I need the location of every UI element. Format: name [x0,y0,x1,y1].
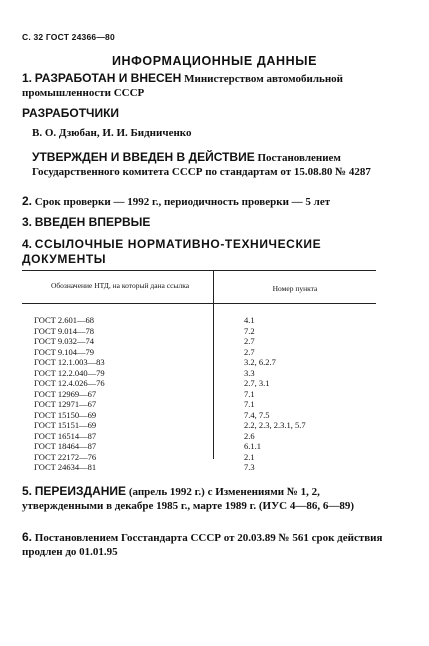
table-row-12-clause: 6.1.1 [244,441,261,451]
table-header-rule [22,303,376,304]
section-2 [22,194,394,209]
section-6 [22,530,394,559]
table-row-3-clause: 2.7 [244,346,255,357]
table-row-7-clause: 7.1 [244,388,255,399]
table-row-9-ntd: ГОСТ 15150—69 [34,409,97,420]
table-row-14-clause: 7.3 [244,462,255,472]
table-row-11-ntd: ГОСТ 16514—87 [34,430,97,441]
table-row-13-clause: 2.1 [244,451,255,462]
table-row-4-clause: 3.2, 6.2.7 [244,357,276,367]
table-row-5-ntd: ГОСТ 12.2.040—79 [34,367,105,378]
section-1 [22,71,394,100]
section-2-text: Срок проверки — 1992 г., периодичность проверки — 5 лет [34,196,331,208]
table-col1-values [34,315,105,473]
approved-section [32,150,394,179]
page-title: ИНФОРМАЦИОННЫЕ ДАННЫЕ [111,54,318,68]
table-row-2-ntd: ГОСТ 9.032—74 [34,336,95,346]
table-row-4-ntd: ГОСТ 12.1.003—83 [34,357,105,367]
developers-heading: РАЗРАБОТЧИКИ [22,106,120,120]
approved-text: Постановлением Государственного комитета СССР по стандартам от 15.08.80 № 4287 [32,152,371,178]
table-column-divider [213,271,214,459]
developers-names: В. О. Дзюбан, И. И. Бидниченко [32,127,192,139]
table-row-14-ntd: ГОСТ 24634—81 [34,462,97,472]
page-header: С. 32 ГОСТ 24366—80 [22,32,115,42]
section-1-number: 1. [22,71,33,85]
section-1-text: Министерством автомобильной промышленности СССР [22,73,344,99]
table-row-0-ntd: ГОСТ 2.601—68 [34,315,95,325]
table-row-6-clause: 2.7, 3.1 [244,378,270,388]
table-row-1-clause: 7.2 [244,325,255,336]
table-row-11-clause: 2.6 [244,430,255,441]
section-6-text: Постановлением Госстандарта СССР от 20.03.89 № 561 срок действия продлен до 01.01.95 [22,532,383,558]
section-2-number: 2. [22,194,33,208]
table-header-col1: Обозначение НТД, на который дана ссылка [50,281,190,290]
section-3-text: ВВЕДЕН ВПЕРВЫЕ [34,215,151,229]
table-header-col2: Номер пункта [272,284,318,293]
section-5-lead: ПЕРЕИЗДАНИЕ [34,484,127,498]
table-row-8-ntd: ГОСТ 12971—67 [34,399,97,409]
section-5-text: (апрель 1992 г.) с Изменениями № 1, 2, утвержденными в декабре 1985 г., марте 1989 г. (ИУС 4—86, 6—89) [22,486,355,512]
section-5-number: 5. [22,484,33,498]
table-row-10-ntd: ГОСТ 15151—69 [34,420,97,430]
table-row-8-clause: 7.1 [244,399,255,409]
section-3-number: 3. [22,215,33,229]
section-4 [22,237,394,267]
section-3 [22,215,394,230]
section-6-number: 6. [22,530,33,544]
table-row-6-ntd: ГОСТ 12.4.026—76 [34,378,105,388]
table-row-1-ntd: ГОСТ 9.014—78 [34,325,95,336]
table-row-13-ntd: ГОСТ 22172—76 [34,451,97,462]
section-1-lead: РАЗРАБОТАН И ВНЕСЕН [34,71,182,85]
table-row-0-clause: 4.1 [244,315,255,325]
approved-lead: УТВЕРЖДЕН И ВВЕДЕН В ДЕЙСТВИЕ [32,150,255,164]
table-row-2-clause: 2.7 [244,336,255,346]
table-row-7-ntd: ГОСТ 12969—67 [34,388,97,399]
table-col2-values [244,315,306,473]
table-row-12-ntd: ГОСТ 18464—87 [34,441,97,451]
table-top-rule [22,270,376,271]
table-row-3-ntd: ГОСТ 9.104—79 [34,346,95,357]
section-5 [22,484,394,513]
table-row-9-clause: 7.4, 7.5 [244,409,270,420]
section-4-number: 4. [22,237,33,251]
table-row-10-clause: 2.2, 2.3, 2.3.1, 5.7 [244,420,306,430]
section-4-text: ССЫЛОЧНЫЕ НОРМАТИВНО-ТЕХНИЧЕСКИЕ ДОКУМЕНТЫ [22,237,322,266]
table-row-5-clause: 3.3 [244,367,255,378]
